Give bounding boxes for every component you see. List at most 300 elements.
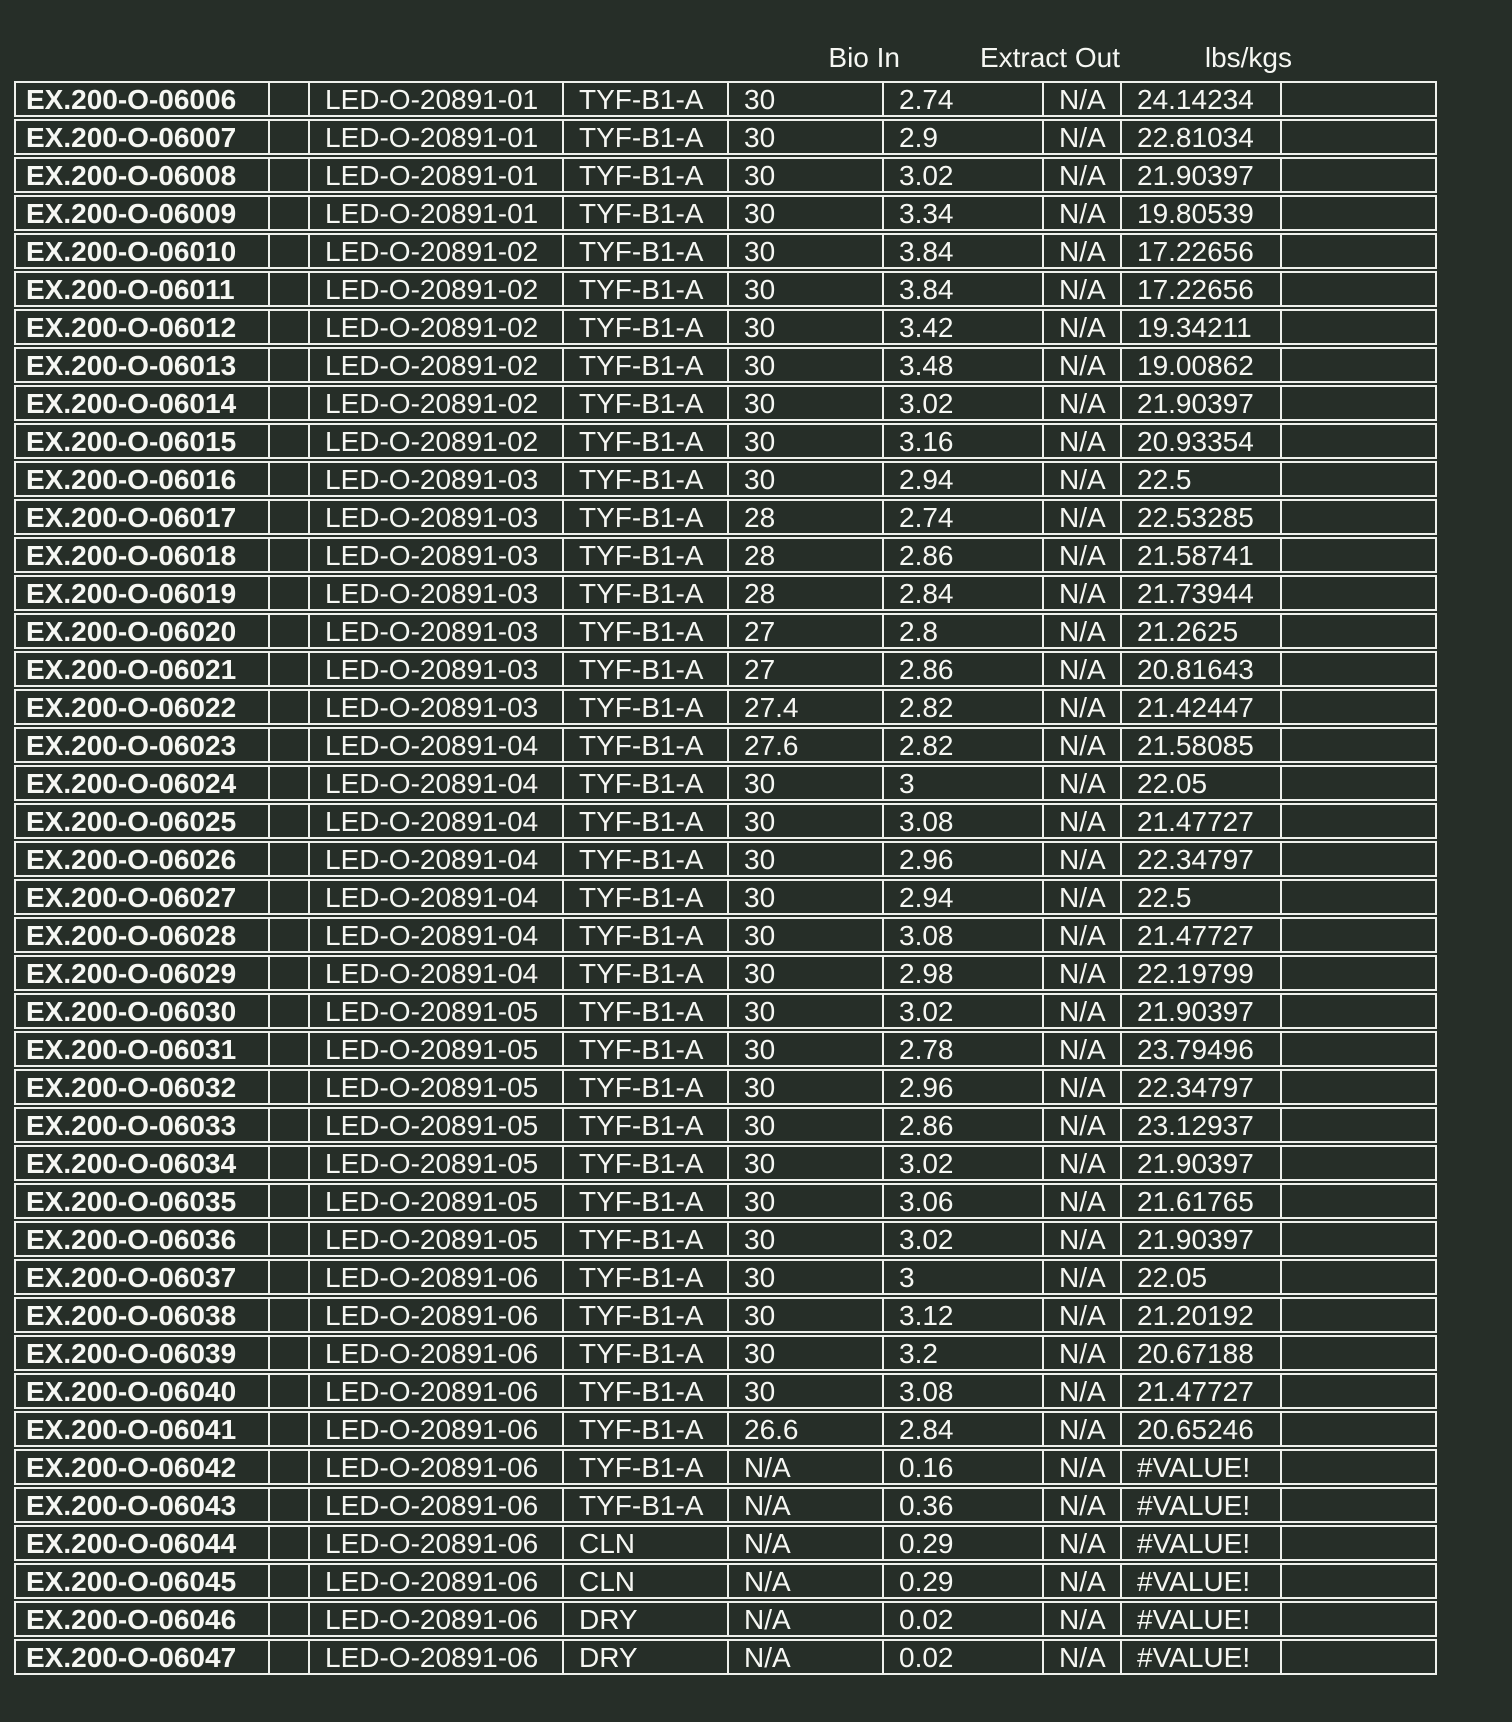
cell-blank[interactable]	[268, 1373, 308, 1409]
cell-batch[interactable]: LED-O-20891-04	[308, 955, 562, 991]
cell-bio-in[interactable]: 3	[882, 1259, 1042, 1295]
cell-bio-qty[interactable]: 30	[727, 1297, 882, 1333]
cell-trailing-blank[interactable]	[1280, 1221, 1437, 1257]
cell-batch[interactable]: LED-O-20891-05	[308, 993, 562, 1029]
cell-process-type[interactable]: TYF-B1-A	[562, 575, 727, 611]
cell-extract-out[interactable]: N/A	[1042, 1601, 1120, 1637]
cell-extract-out[interactable]: N/A	[1042, 1297, 1120, 1333]
cell-trailing-blank[interactable]	[1280, 917, 1437, 953]
cell-bio-qty[interactable]: 30	[727, 423, 882, 459]
cell-sample-id[interactable]: EX.200-O-06014	[14, 385, 268, 421]
cell-trailing-blank[interactable]	[1280, 689, 1437, 725]
cell-bio-qty[interactable]: N/A	[727, 1449, 882, 1485]
cell-extract-out[interactable]: N/A	[1042, 689, 1120, 725]
cell-trailing-blank[interactable]	[1280, 993, 1437, 1029]
cell-bio-in[interactable]: 3.06	[882, 1183, 1042, 1219]
cell-bio-in[interactable]: 2.94	[882, 879, 1042, 915]
cell-lbs-kgs[interactable]: #VALUE!	[1120, 1601, 1280, 1637]
cell-bio-qty[interactable]: 30	[727, 233, 882, 269]
cell-process-type[interactable]: TYF-B1-A	[562, 385, 727, 421]
cell-lbs-kgs[interactable]: 17.22656	[1120, 271, 1280, 307]
cell-sample-id[interactable]: EX.200-O-06010	[14, 233, 268, 269]
cell-sample-id[interactable]: EX.200-O-06012	[14, 309, 268, 345]
cell-bio-qty[interactable]: 30	[727, 917, 882, 953]
cell-bio-in[interactable]: 3.02	[882, 1145, 1042, 1181]
cell-process-type[interactable]: TYF-B1-A	[562, 879, 727, 915]
cell-trailing-blank[interactable]	[1280, 765, 1437, 801]
cell-bio-qty[interactable]: 26.6	[727, 1411, 882, 1447]
cell-bio-in[interactable]: 2.84	[882, 1411, 1042, 1447]
cell-extract-out[interactable]: N/A	[1042, 1259, 1120, 1295]
cell-sample-id[interactable]: EX.200-O-06044	[14, 1525, 268, 1561]
cell-bio-in[interactable]: 0.29	[882, 1525, 1042, 1561]
cell-bio-in[interactable]: 2.82	[882, 689, 1042, 725]
cell-bio-qty[interactable]: 30	[727, 195, 882, 231]
cell-blank[interactable]	[268, 1069, 308, 1105]
cell-batch[interactable]: LED-O-20891-02	[308, 233, 562, 269]
cell-trailing-blank[interactable]	[1280, 1563, 1437, 1599]
cell-sample-id[interactable]: EX.200-O-06027	[14, 879, 268, 915]
cell-extract-out[interactable]: N/A	[1042, 651, 1120, 687]
cell-bio-in[interactable]: 3.08	[882, 803, 1042, 839]
cell-extract-out[interactable]: N/A	[1042, 1031, 1120, 1067]
cell-extract-out[interactable]: N/A	[1042, 385, 1120, 421]
cell-trailing-blank[interactable]	[1280, 537, 1437, 573]
cell-bio-in[interactable]: 0.02	[882, 1639, 1042, 1675]
cell-sample-id[interactable]: EX.200-O-06008	[14, 157, 268, 193]
cell-bio-qty[interactable]: 30	[727, 1259, 882, 1295]
cell-lbs-kgs[interactable]: 21.42447	[1120, 689, 1280, 725]
cell-batch[interactable]: LED-O-20891-06	[308, 1259, 562, 1295]
column-header-bio-in[interactable]: Bio In	[828, 42, 900, 73]
cell-batch[interactable]: LED-O-20891-03	[308, 575, 562, 611]
cell-process-type[interactable]: TYF-B1-A	[562, 1221, 727, 1257]
cell-batch[interactable]: LED-O-20891-04	[308, 917, 562, 953]
cell-trailing-blank[interactable]	[1280, 651, 1437, 687]
cell-batch[interactable]: LED-O-20891-02	[308, 347, 562, 383]
cell-trailing-blank[interactable]	[1280, 575, 1437, 611]
cell-bio-in[interactable]: 0.16	[882, 1449, 1042, 1485]
cell-bio-qty[interactable]: 30	[727, 765, 882, 801]
cell-sample-id[interactable]: EX.200-O-06035	[14, 1183, 268, 1219]
cell-sample-id[interactable]: EX.200-O-06030	[14, 993, 268, 1029]
cell-batch[interactable]: LED-O-20891-02	[308, 309, 562, 345]
cell-blank[interactable]	[268, 1563, 308, 1599]
cell-blank[interactable]	[268, 917, 308, 953]
cell-bio-qty[interactable]: 30	[727, 81, 882, 117]
cell-bio-in[interactable]: 2.86	[882, 651, 1042, 687]
cell-lbs-kgs[interactable]: 22.34797	[1120, 1069, 1280, 1105]
cell-sample-id[interactable]: EX.200-O-06006	[14, 81, 268, 117]
cell-extract-out[interactable]: N/A	[1042, 537, 1120, 573]
cell-lbs-kgs[interactable]: #VALUE!	[1120, 1639, 1280, 1675]
cell-extract-out[interactable]: N/A	[1042, 613, 1120, 649]
cell-blank[interactable]	[268, 81, 308, 117]
cell-extract-out[interactable]: N/A	[1042, 993, 1120, 1029]
cell-blank[interactable]	[268, 1221, 308, 1257]
cell-lbs-kgs[interactable]: 22.05	[1120, 765, 1280, 801]
cell-extract-out[interactable]: N/A	[1042, 271, 1120, 307]
cell-trailing-blank[interactable]	[1280, 385, 1437, 421]
cell-bio-in[interactable]: 2.9	[882, 119, 1042, 155]
cell-bio-qty[interactable]: 28	[727, 499, 882, 535]
cell-bio-in[interactable]: 2.86	[882, 1107, 1042, 1143]
cell-blank[interactable]	[268, 119, 308, 155]
cell-blank[interactable]	[268, 347, 308, 383]
cell-bio-qty[interactable]: 28	[727, 537, 882, 573]
cell-bio-qty[interactable]: 30	[727, 157, 882, 193]
cell-sample-id[interactable]: EX.200-O-06019	[14, 575, 268, 611]
cell-process-type[interactable]: TYF-B1-A	[562, 1487, 727, 1523]
cell-bio-qty[interactable]: 27.4	[727, 689, 882, 725]
cell-process-type[interactable]: TYF-B1-A	[562, 195, 727, 231]
cell-process-type[interactable]: TYF-B1-A	[562, 157, 727, 193]
cell-blank[interactable]	[268, 1145, 308, 1181]
cell-sample-id[interactable]: EX.200-O-06042	[14, 1449, 268, 1485]
cell-trailing-blank[interactable]	[1280, 1145, 1437, 1181]
cell-lbs-kgs[interactable]: 19.00862	[1120, 347, 1280, 383]
cell-bio-in[interactable]: 3	[882, 765, 1042, 801]
cell-sample-id[interactable]: EX.200-O-06047	[14, 1639, 268, 1675]
cell-sample-id[interactable]: EX.200-O-06037	[14, 1259, 268, 1295]
cell-sample-id[interactable]: EX.200-O-06026	[14, 841, 268, 877]
cell-lbs-kgs[interactable]: 21.90397	[1120, 993, 1280, 1029]
cell-trailing-blank[interactable]	[1280, 841, 1437, 877]
cell-lbs-kgs[interactable]: 21.73944	[1120, 575, 1280, 611]
cell-process-type[interactable]: TYF-B1-A	[562, 1069, 727, 1105]
cell-blank[interactable]	[268, 1259, 308, 1295]
cell-sample-id[interactable]: EX.200-O-06016	[14, 461, 268, 497]
cell-sample-id[interactable]: EX.200-O-06025	[14, 803, 268, 839]
cell-bio-qty[interactable]: 27	[727, 613, 882, 649]
cell-sample-id[interactable]: EX.200-O-06018	[14, 537, 268, 573]
cell-extract-out[interactable]: N/A	[1042, 1449, 1120, 1485]
cell-bio-in[interactable]: 3.84	[882, 233, 1042, 269]
cell-blank[interactable]	[268, 993, 308, 1029]
cell-sample-id[interactable]: EX.200-O-06032	[14, 1069, 268, 1105]
cell-process-type[interactable]: TYF-B1-A	[562, 917, 727, 953]
cell-bio-in[interactable]: 2.74	[882, 499, 1042, 535]
cell-sample-id[interactable]: EX.200-O-06013	[14, 347, 268, 383]
cell-extract-out[interactable]: N/A	[1042, 575, 1120, 611]
cell-extract-out[interactable]: N/A	[1042, 499, 1120, 535]
cell-bio-in[interactable]: 0.02	[882, 1601, 1042, 1637]
cell-trailing-blank[interactable]	[1280, 233, 1437, 269]
cell-process-type[interactable]: TYF-B1-A	[562, 499, 727, 535]
cell-batch[interactable]: LED-O-20891-01	[308, 157, 562, 193]
cell-blank[interactable]	[268, 423, 308, 459]
cell-blank[interactable]	[268, 1031, 308, 1067]
cell-extract-out[interactable]: N/A	[1042, 157, 1120, 193]
cell-batch[interactable]: LED-O-20891-05	[308, 1145, 562, 1181]
cell-extract-out[interactable]: N/A	[1042, 1525, 1120, 1561]
cell-batch[interactable]: LED-O-20891-03	[308, 651, 562, 687]
cell-batch[interactable]: LED-O-20891-02	[308, 271, 562, 307]
cell-trailing-blank[interactable]	[1280, 727, 1437, 763]
cell-bio-in[interactable]: 3.02	[882, 993, 1042, 1029]
cell-lbs-kgs[interactable]: 20.81643	[1120, 651, 1280, 687]
cell-trailing-blank[interactable]	[1280, 1335, 1437, 1371]
cell-batch[interactable]: LED-O-20891-06	[308, 1563, 562, 1599]
cell-blank[interactable]	[268, 499, 308, 535]
column-header-extract-out[interactable]: Extract Out	[979, 42, 1120, 73]
cell-bio-in[interactable]: 2.94	[882, 461, 1042, 497]
cell-process-type[interactable]: TYF-B1-A	[562, 841, 727, 877]
cell-batch[interactable]: LED-O-20891-06	[308, 1373, 562, 1409]
cell-lbs-kgs[interactable]: 21.2625	[1120, 613, 1280, 649]
cell-bio-in[interactable]: 3.84	[882, 271, 1042, 307]
cell-trailing-blank[interactable]	[1280, 1183, 1437, 1219]
cell-extract-out[interactable]: N/A	[1042, 727, 1120, 763]
cell-batch[interactable]: LED-O-20891-05	[308, 1183, 562, 1219]
cell-blank[interactable]	[268, 1639, 308, 1675]
cell-extract-out[interactable]: N/A	[1042, 1145, 1120, 1181]
cell-lbs-kgs[interactable]: #VALUE!	[1120, 1525, 1280, 1561]
cell-trailing-blank[interactable]	[1280, 1259, 1437, 1295]
cell-process-type[interactable]: TYF-B1-A	[562, 271, 727, 307]
cell-process-type[interactable]: TYF-B1-A	[562, 727, 727, 763]
cell-extract-out[interactable]: N/A	[1042, 195, 1120, 231]
cell-process-type[interactable]: TYF-B1-A	[562, 81, 727, 117]
cell-blank[interactable]	[268, 1183, 308, 1219]
cell-process-type[interactable]: TYF-B1-A	[562, 1259, 727, 1295]
cell-bio-qty[interactable]: 30	[727, 1069, 882, 1105]
cell-bio-in[interactable]: 2.86	[882, 537, 1042, 573]
cell-process-type[interactable]: TYF-B1-A	[562, 955, 727, 991]
cell-process-type[interactable]: TYF-B1-A	[562, 613, 727, 649]
cell-blank[interactable]	[268, 1525, 308, 1561]
cell-extract-out[interactable]: N/A	[1042, 1069, 1120, 1105]
cell-bio-in[interactable]: 3.42	[882, 309, 1042, 345]
cell-extract-out[interactable]: N/A	[1042, 1639, 1120, 1675]
cell-process-type[interactable]: TYF-B1-A	[562, 765, 727, 801]
cell-process-type[interactable]: TYF-B1-A	[562, 233, 727, 269]
cell-batch[interactable]: LED-O-20891-01	[308, 195, 562, 231]
cell-bio-qty[interactable]: 30	[727, 955, 882, 991]
cell-bio-qty[interactable]: 30	[727, 1145, 882, 1181]
cell-bio-in[interactable]: 3.34	[882, 195, 1042, 231]
cell-bio-qty[interactable]: 30	[727, 271, 882, 307]
cell-batch[interactable]: LED-O-20891-03	[308, 499, 562, 535]
cell-blank[interactable]	[268, 613, 308, 649]
cell-lbs-kgs[interactable]: 21.90397	[1120, 1221, 1280, 1257]
cell-sample-id[interactable]: EX.200-O-06007	[14, 119, 268, 155]
cell-process-type[interactable]: TYF-B1-A	[562, 423, 727, 459]
cell-sample-id[interactable]: EX.200-O-06038	[14, 1297, 268, 1333]
cell-bio-qty[interactable]: 30	[727, 309, 882, 345]
cell-process-type[interactable]: TYF-B1-A	[562, 993, 727, 1029]
cell-blank[interactable]	[268, 651, 308, 687]
cell-process-type[interactable]: TYF-B1-A	[562, 651, 727, 687]
cell-bio-qty[interactable]: 30	[727, 1373, 882, 1409]
cell-extract-out[interactable]: N/A	[1042, 81, 1120, 117]
cell-bio-in[interactable]: 2.84	[882, 575, 1042, 611]
cell-trailing-blank[interactable]	[1280, 1601, 1437, 1637]
cell-lbs-kgs[interactable]: #VALUE!	[1120, 1449, 1280, 1485]
cell-process-type[interactable]: TYF-B1-A	[562, 803, 727, 839]
cell-bio-qty[interactable]: 30	[727, 841, 882, 877]
cell-sample-id[interactable]: EX.200-O-06040	[14, 1373, 268, 1409]
cell-trailing-blank[interactable]	[1280, 119, 1437, 155]
cell-blank[interactable]	[268, 385, 308, 421]
cell-blank[interactable]	[268, 195, 308, 231]
cell-lbs-kgs[interactable]: 21.58741	[1120, 537, 1280, 573]
cell-trailing-blank[interactable]	[1280, 423, 1437, 459]
cell-sample-id[interactable]: EX.200-O-06046	[14, 1601, 268, 1637]
cell-batch[interactable]: LED-O-20891-06	[308, 1525, 562, 1561]
cell-batch[interactable]: LED-O-20891-06	[308, 1601, 562, 1637]
cell-bio-qty[interactable]: 30	[727, 993, 882, 1029]
cell-bio-qty[interactable]: 28	[727, 575, 882, 611]
cell-batch[interactable]: LED-O-20891-05	[308, 1031, 562, 1067]
cell-sample-id[interactable]: EX.200-O-06029	[14, 955, 268, 991]
cell-batch[interactable]: LED-O-20891-02	[308, 423, 562, 459]
cell-trailing-blank[interactable]	[1280, 1411, 1437, 1447]
cell-process-type[interactable]: TYF-B1-A	[562, 309, 727, 345]
cell-lbs-kgs[interactable]: 21.61765	[1120, 1183, 1280, 1219]
cell-lbs-kgs[interactable]: 22.34797	[1120, 841, 1280, 877]
column-header-lbs-kgs[interactable]: lbs/kgs	[1204, 42, 1292, 73]
cell-bio-qty[interactable]: 30	[727, 1221, 882, 1257]
cell-trailing-blank[interactable]	[1280, 157, 1437, 193]
cell-bio-in[interactable]: 0.29	[882, 1563, 1042, 1599]
cell-lbs-kgs[interactable]: 22.5	[1120, 461, 1280, 497]
cell-blank[interactable]	[268, 841, 308, 877]
cell-extract-out[interactable]: N/A	[1042, 803, 1120, 839]
cell-batch[interactable]: LED-O-20891-06	[308, 1411, 562, 1447]
cell-extract-out[interactable]: N/A	[1042, 917, 1120, 953]
cell-sample-id[interactable]: EX.200-O-06041	[14, 1411, 268, 1447]
cell-trailing-blank[interactable]	[1280, 879, 1437, 915]
cell-bio-in[interactable]: 3.08	[882, 1373, 1042, 1409]
cell-process-type[interactable]: TYF-B1-A	[562, 1335, 727, 1371]
cell-blank[interactable]	[268, 1601, 308, 1637]
cell-bio-in[interactable]: 2.78	[882, 1031, 1042, 1067]
cell-extract-out[interactable]: N/A	[1042, 1335, 1120, 1371]
cell-blank[interactable]	[268, 1107, 308, 1143]
cell-batch[interactable]: LED-O-20891-06	[308, 1639, 562, 1675]
cell-bio-qty[interactable]: N/A	[727, 1525, 882, 1561]
cell-blank[interactable]	[268, 1411, 308, 1447]
cell-trailing-blank[interactable]	[1280, 1107, 1437, 1143]
cell-bio-qty[interactable]: N/A	[727, 1563, 882, 1599]
cell-process-type[interactable]: TYF-B1-A	[562, 347, 727, 383]
cell-process-type[interactable]: TYF-B1-A	[562, 1107, 727, 1143]
cell-bio-in[interactable]: 3.2	[882, 1335, 1042, 1371]
cell-bio-qty[interactable]: 27	[727, 651, 882, 687]
cell-extract-out[interactable]: N/A	[1042, 1487, 1120, 1523]
cell-bio-qty[interactable]: 30	[727, 1031, 882, 1067]
cell-batch[interactable]: LED-O-20891-04	[308, 803, 562, 839]
cell-extract-out[interactable]: N/A	[1042, 423, 1120, 459]
cell-bio-qty[interactable]: 30	[727, 1107, 882, 1143]
cell-trailing-blank[interactable]	[1280, 613, 1437, 649]
cell-sample-id[interactable]: EX.200-O-06009	[14, 195, 268, 231]
cell-bio-qty[interactable]: 27.6	[727, 727, 882, 763]
cell-lbs-kgs[interactable]: 22.19799	[1120, 955, 1280, 991]
cell-lbs-kgs[interactable]: #VALUE!	[1120, 1563, 1280, 1599]
cell-trailing-blank[interactable]	[1280, 1373, 1437, 1409]
cell-extract-out[interactable]: N/A	[1042, 765, 1120, 801]
cell-sample-id[interactable]: EX.200-O-06022	[14, 689, 268, 725]
cell-extract-out[interactable]: N/A	[1042, 841, 1120, 877]
cell-lbs-kgs[interactable]: 21.47727	[1120, 1373, 1280, 1409]
cell-lbs-kgs[interactable]: 21.90397	[1120, 1145, 1280, 1181]
cell-trailing-blank[interactable]	[1280, 81, 1437, 117]
cell-blank[interactable]	[268, 309, 308, 345]
cell-sample-id[interactable]: EX.200-O-06011	[14, 271, 268, 307]
cell-batch[interactable]: LED-O-20891-03	[308, 689, 562, 725]
cell-blank[interactable]	[268, 537, 308, 573]
cell-batch[interactable]: LED-O-20891-04	[308, 765, 562, 801]
cell-trailing-blank[interactable]	[1280, 1069, 1437, 1105]
cell-trailing-blank[interactable]	[1280, 1525, 1437, 1561]
cell-bio-in[interactable]: 3.12	[882, 1297, 1042, 1333]
cell-process-type[interactable]: TYF-B1-A	[562, 537, 727, 573]
cell-blank[interactable]	[268, 1335, 308, 1371]
cell-process-type[interactable]: CLN	[562, 1563, 727, 1599]
cell-process-type[interactable]: DRY	[562, 1639, 727, 1675]
cell-trailing-blank[interactable]	[1280, 309, 1437, 345]
cell-lbs-kgs[interactable]: 19.34211	[1120, 309, 1280, 345]
cell-bio-in[interactable]: 0.36	[882, 1487, 1042, 1523]
cell-trailing-blank[interactable]	[1280, 803, 1437, 839]
cell-blank[interactable]	[268, 575, 308, 611]
cell-sample-id[interactable]: EX.200-O-06034	[14, 1145, 268, 1181]
cell-batch[interactable]: LED-O-20891-04	[308, 727, 562, 763]
cell-process-type[interactable]: TYF-B1-A	[562, 1373, 727, 1409]
cell-extract-out[interactable]: N/A	[1042, 233, 1120, 269]
cell-bio-in[interactable]: 2.82	[882, 727, 1042, 763]
cell-lbs-kgs[interactable]: #VALUE!	[1120, 1487, 1280, 1523]
cell-batch[interactable]: LED-O-20891-06	[308, 1335, 562, 1371]
cell-process-type[interactable]: TYF-B1-A	[562, 1297, 727, 1333]
cell-sample-id[interactable]: EX.200-O-06033	[14, 1107, 268, 1143]
cell-lbs-kgs[interactable]: 17.22656	[1120, 233, 1280, 269]
cell-extract-out[interactable]: N/A	[1042, 1107, 1120, 1143]
cell-process-type[interactable]: TYF-B1-A	[562, 1183, 727, 1219]
cell-lbs-kgs[interactable]: 20.67188	[1120, 1335, 1280, 1371]
cell-trailing-blank[interactable]	[1280, 347, 1437, 383]
cell-batch[interactable]: LED-O-20891-01	[308, 119, 562, 155]
cell-sample-id[interactable]: EX.200-O-06028	[14, 917, 268, 953]
cell-sample-id[interactable]: EX.200-O-06043	[14, 1487, 268, 1523]
cell-bio-qty[interactable]: N/A	[727, 1601, 882, 1637]
cell-extract-out[interactable]: N/A	[1042, 309, 1120, 345]
cell-bio-qty[interactable]: 30	[727, 803, 882, 839]
cell-trailing-blank[interactable]	[1280, 195, 1437, 231]
cell-lbs-kgs[interactable]: 19.80539	[1120, 195, 1280, 231]
cell-batch[interactable]: LED-O-20891-04	[308, 879, 562, 915]
cell-batch[interactable]: LED-O-20891-05	[308, 1107, 562, 1143]
cell-lbs-kgs[interactable]: 21.90397	[1120, 157, 1280, 193]
cell-blank[interactable]	[268, 1297, 308, 1333]
cell-sample-id[interactable]: EX.200-O-06021	[14, 651, 268, 687]
cell-bio-qty[interactable]: N/A	[727, 1639, 882, 1675]
cell-bio-qty[interactable]: 30	[727, 461, 882, 497]
cell-process-type[interactable]: TYF-B1-A	[562, 689, 727, 725]
cell-process-type[interactable]: TYF-B1-A	[562, 1031, 727, 1067]
cell-extract-out[interactable]: N/A	[1042, 119, 1120, 155]
cell-lbs-kgs[interactable]: 22.5	[1120, 879, 1280, 915]
cell-trailing-blank[interactable]	[1280, 1487, 1437, 1523]
cell-blank[interactable]	[268, 765, 308, 801]
cell-trailing-blank[interactable]	[1280, 461, 1437, 497]
cell-bio-in[interactable]: 2.96	[882, 1069, 1042, 1105]
cell-blank[interactable]	[268, 803, 308, 839]
cell-batch[interactable]: LED-O-20891-05	[308, 1069, 562, 1105]
cell-blank[interactable]	[268, 157, 308, 193]
